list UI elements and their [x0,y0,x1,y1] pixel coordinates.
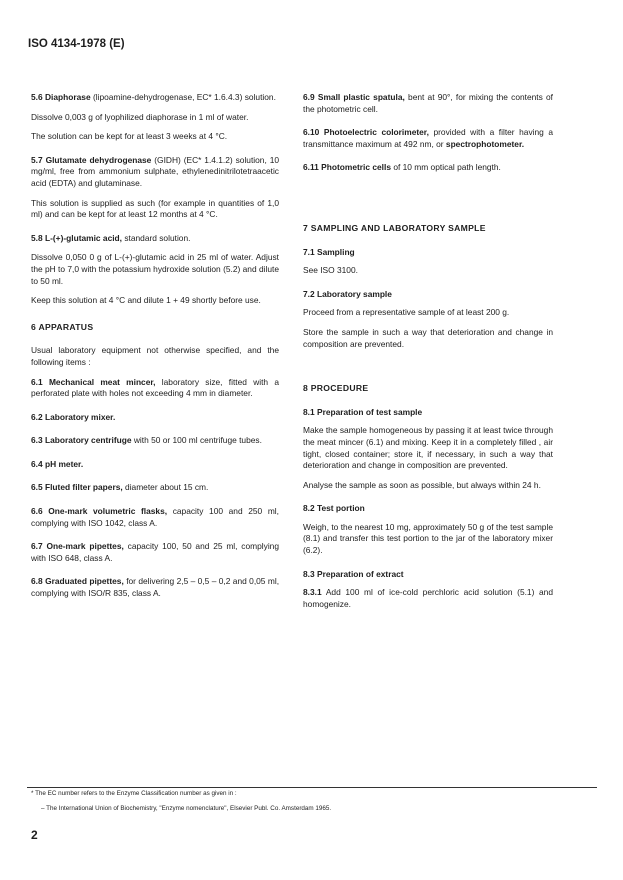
left-column [31,92,279,608]
section-heading-apparatus: 6 APPARATUS [31,321,94,332]
footnote-line-1: * The EC number refers to the Enzyme Classification number as given in : [31,790,237,797]
clause-5-8: 5.8 L-(+)-glutamic acid, standard solution. [31,232,191,243]
clause-8-3-title: 8.3 Preparation of extract [303,568,404,579]
right-column [303,92,553,618]
clause-8-1-text-2: Analyse the sample as soon as possible, but always within 24 h. [303,479,541,490]
clause-6-2: 6.2 Laboratory mixer. [31,411,116,422]
clause-6-5: 6.5 Fluted filter papers, diameter about 15 cm. [31,482,209,493]
footnote-rule [27,787,597,788]
clause-6-4: 6.4 pH meter. [31,458,84,469]
clause-5-8-text-2: Keep this solution at 4 °C and dilute 1 + 49 shortly before use. [31,295,261,306]
section-heading-procedure: 8 PROCEDURE [303,383,369,394]
clause-6-6: 6.6 One-mark volumetric flasks, capacity 100 and 250 ml, complying with ISO 1042, class A. [31,506,279,528]
footnote-line-2: – The International Union of Biochemistry, "Enzyme nomenclature", Elsevier Publ. Co. Amsterdam 1965. [41,805,332,812]
page-number: 2 [31,828,38,842]
clause-5-7: 5.7 Glutamate dehydrogenase (GIDH) (EC* 1.4.1.2) solution, 10 mg/ml, free from ammonium sulphate, ethylenedinitrilotetraacetic acid (EDTA) and glutaminase. [31,154,280,188]
clause-5-6-text-1: Dissolve 0,003 g of lyophilized diaphorase in 1 ml of water. [31,111,249,122]
apparatus-intro: Usual laboratory equipment not otherwise specified, and the following items : [31,345,279,367]
clause-6-9: 6.9 Small plastic spatula, bent at 90°, for mixing the contents of the photometric cell. [303,92,554,114]
clause-7-2-text-1: Proceed from a representative sample of at least 200 g. [303,307,510,318]
clause-8-1-text-1: Make the sample homogeneous by passing it at least twice through the meat mincer (6.1) and mixing. Keep it in a completely filled , air tight, closed container; store it, if necessary, in such a way that deterioration and change in composition are prevented. [303,425,553,471]
clause-6-7: 6.7 One-mark pipettes, capacity 100, 50 and 25 ml, complying with ISO 648, class A. [31,541,279,563]
clause-6-1: 6.1 Mechanical meat mincer, laboratory size, fitted with a perforated plate with holes not exceeding 4 mm in diameter. [31,376,280,399]
clause-6-10: 6.10 Photoelectric colorimeter, provided with a filter having a transmittance maximum at 492 nm, or spectrophotometer. [303,127,554,149]
clause-5-6-text-2: The solution can be kept for at least 3 weeks at 4 °C. [31,131,228,142]
clause-5-6: 5.6 Diaphorase (lipoamine-dehydrogenase, EC* 1.6.4.3) solution. [31,92,276,102]
clause-8-1-title: 8.1 Preparation of test sample [303,406,423,417]
clause-7-2-title: 7.2 Laboratory sample [303,288,392,299]
clause-7-1-title: 7.1 Sampling [303,246,355,257]
clause-8-3-1: 8.3.1 Add 100 ml of ice-cold perchloric acid solution (5.1) and homogenize. [303,587,553,609]
clause-6-8: 6.8 Graduated pipettes, for delivering 2,5 – 0,5 – 0,2 and 0,05 ml, complying with ISO/R 835, class A. [31,576,280,599]
clause-6-3: 6.3 Laboratory centrifuge with 50 or 100 ml centrifuge tubes. [31,435,262,446]
clause-5-8-text-1: Dissolve 0,050 0 g of L-(+)-glutamic acid in 25 ml of water. Adjust the pH to 7,0 with the potassium hydroxide solution (5.2) and dilute to 50 ml. [31,252,279,286]
clause-7-2-text-2: Store the sample in such a way that deterioration and change in composition are prevented. [303,326,553,349]
section-heading-sampling: 7 SAMPLING AND LABORATORY SAMPLE [303,222,486,233]
clause-5-7-text-1: This solution is supplied as such (for example in quantities of 1,0 ml) and can be kept for at least 12 months at 4 °C. [31,197,279,220]
page-header: ISO 4134-1978 (E) [28,38,125,50]
clause-8-2-text: Weigh, to the nearest 10 mg, approximately 50 g of the test sample (8.1) and transfer this test portion to the jar of the laboratory mixer (6.2). [303,521,553,556]
clause-7-1-text: See ISO 3100. [303,265,358,276]
clause-6-11: 6.11 Photometric cells of 10 mm optical path length. [303,162,501,173]
clause-8-2-title: 8.2 Test portion [303,503,365,514]
